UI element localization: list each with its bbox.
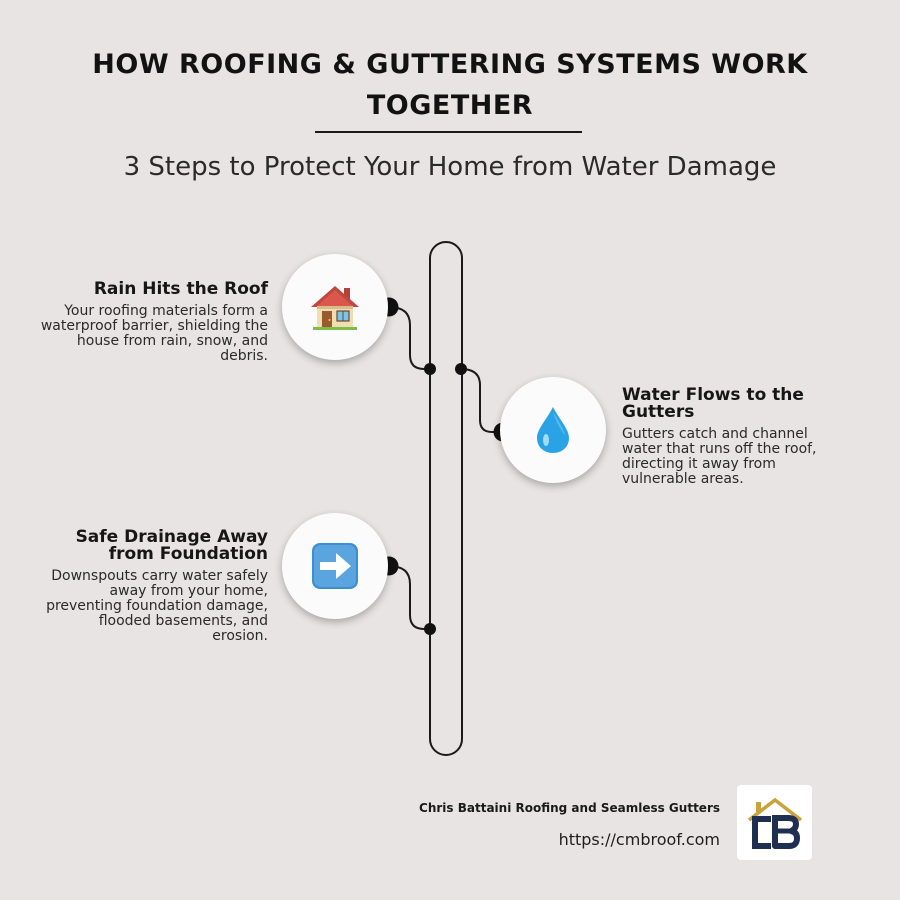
node-step-1-pipe: [424, 363, 436, 375]
step-2-icon-circle: [500, 377, 606, 483]
page-subtitle: 3 Steps to Protect Your Home from Water Damage: [123, 152, 777, 182]
company-url[interactable]: https://cmbroof.com: [558, 830, 720, 849]
company-logo: [737, 785, 812, 860]
step-1-icon-circle: [282, 254, 388, 360]
connector-step-2: [461, 369, 503, 432]
arrow-right-icon: [310, 541, 360, 591]
cb-house-logo-icon: [743, 794, 807, 852]
node-step-3-pipe: [424, 623, 436, 635]
step-2-title: Water Flows to the Gutters: [622, 385, 804, 422]
house-icon: [308, 280, 362, 334]
step-3-icon-circle: [282, 513, 388, 619]
connector-step-3: [389, 566, 430, 629]
step-2-description: Gutters catch and channel water that runs off the roof, directing it away from vulnerable areas.: [622, 426, 817, 487]
central-pipe: [430, 242, 462, 755]
step-3-description: Downspouts carry water safely away from your home, preventing foundation damage, flooded basements, and erosion.: [46, 568, 268, 644]
connector-step-1: [389, 307, 430, 369]
company-name: Chris Battaini Roofing and Seamless Gutters: [419, 801, 720, 815]
water-drop-icon: [533, 405, 573, 455]
step-1-description: Your roofing materials form a waterproof barrier, shielding the house from rain, snow, and debris.: [40, 303, 268, 364]
step-2: [622, 387, 847, 487]
step-1-title: Rain Hits the Roof: [93, 279, 268, 299]
page-title: HOW ROOFING & GUTTERING SYSTEMS WORK TOGETHER: [92, 49, 808, 121]
step-1: [38, 281, 268, 364]
step-3: [43, 529, 268, 644]
step-3-title: Safe Drainage Away from Foundation: [75, 527, 268, 564]
node-step-2-pipe: [455, 363, 467, 375]
